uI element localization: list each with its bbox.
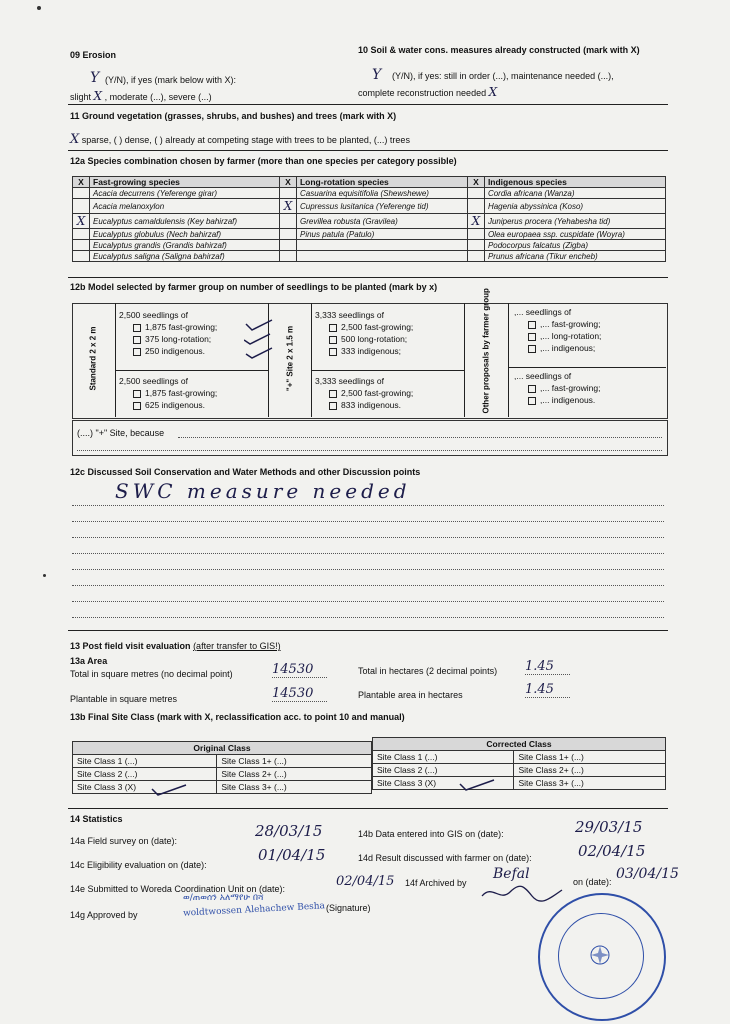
area-title: 13a Area <box>70 656 108 666</box>
plus-option-2-indig: 833 indigenous. <box>341 400 402 410</box>
species-mark <box>73 188 90 199</box>
post-visit-title-note: (after transfer to GIS!) <box>193 641 281 651</box>
plus-option-1-head: 3,333 seedlings of <box>315 310 384 320</box>
class-row <box>373 751 666 764</box>
species-mark <box>467 251 484 262</box>
gis-entry-label: 14b Data entered into GIS on (date): <box>358 829 504 839</box>
erosion-answer: Y <box>90 70 100 86</box>
plantable-ha-label: Plantable area in hectares <box>358 690 463 700</box>
swc-answer: Y <box>372 67 382 83</box>
other-option-2-fast: ,... fast-growing; <box>540 383 601 393</box>
discussion-handwritten: SWC measure needed <box>115 479 411 503</box>
species-name: Podocorpus falcatus (Zigba) <box>484 240 665 251</box>
species-mark <box>279 188 296 199</box>
field-survey-date: 28/03/15 <box>255 822 323 840</box>
approver-stamp-amharic: ወ/ጠወሰን አለማየሁ በሻ <box>183 893 264 903</box>
vegetation-line: sparse, ( ) dense, ( ) already at competing stage with trees to be planted, (...) trees <box>81 135 410 145</box>
erosion-title: 09 Erosion <box>70 50 117 60</box>
class-row <box>373 764 666 777</box>
erosion-line2 <box>70 89 212 103</box>
species-mark <box>279 214 296 229</box>
erosion-other-options: , moderate (...), severe (...) <box>104 92 212 102</box>
other-option-2 <box>514 370 600 406</box>
erosion-line1: (Y/N), if yes (mark below with X): <box>105 75 237 85</box>
erosion-slight-label: slight <box>70 92 92 102</box>
species-mark <box>467 199 484 214</box>
other-option-1-indig: ,... indigenous; <box>540 343 596 353</box>
std-option-2-fast: 1,875 fast-growing; <box>145 388 218 398</box>
plantable-ha-value: 1.45 <box>525 682 570 698</box>
plus-option-1-long: 500 long-rotation; <box>341 334 408 344</box>
std-option-1 <box>119 309 217 357</box>
species-table <box>72 176 666 262</box>
species-name: Olea europaea ssp. cuspidate (Woyra) <box>484 229 665 240</box>
other-option-2-indig: ,... indigenous. <box>540 395 596 405</box>
original-class-checkmark <box>150 783 190 797</box>
original-class-header: Original Class <box>73 742 372 755</box>
long-mark-header: X <box>279 177 296 188</box>
fast-species-header: Fast-growing species <box>90 177 280 188</box>
checkbox[interactable] <box>528 321 536 329</box>
swc-line2-wrap <box>358 85 497 99</box>
species-row <box>73 214 666 229</box>
vegetation-line-wrap <box>70 132 410 147</box>
checkbox[interactable] <box>133 348 141 356</box>
species-name <box>296 251 467 262</box>
other-option-2-head: ,... seedlings of <box>514 371 572 381</box>
species-row <box>73 251 666 262</box>
std-option-1-head: 2,500 seedlings of <box>119 310 188 320</box>
archiver-signature <box>478 880 568 905</box>
discussed-date: 02/04/15 <box>578 842 646 860</box>
checkbox[interactable] <box>329 324 337 332</box>
class-cell: Site Class 2 (...) <box>373 764 514 777</box>
stamp-emblem-icon <box>580 935 620 975</box>
std-option-1-checkmarks <box>244 316 276 360</box>
species-mark <box>467 229 484 240</box>
species-name: Acacia melanoxylon <box>90 199 280 214</box>
species-mark <box>467 188 484 199</box>
total-ha-label: Total in hectares (2 decimal points) <box>358 666 498 676</box>
total-sqm-label: Total in square metres (no decimal point) <box>70 669 233 679</box>
species-mark: X <box>279 199 296 214</box>
plantable-sqm-label: Plantable in square metres <box>70 694 178 704</box>
indigenous-species-header: Indigenous species <box>484 177 665 188</box>
class-cell: Site Class 1 (...) <box>373 751 514 764</box>
species-name: Cupressus lusitanica (Yeferenge tid) <box>296 199 467 214</box>
class-cell-selected: Site Class 3 (X) <box>373 777 514 790</box>
species-name: Pinus patula (Patulo) <box>296 229 467 240</box>
gis-entry-date: 29/03/15 <box>575 818 643 836</box>
swc-line2: complete reconstruction needed <box>358 88 487 98</box>
archived-date: 03/04/15 <box>616 866 679 882</box>
standard-label: Standard 2 x 2 m <box>88 326 98 391</box>
other-option-1-fast: ,... fast-growing; <box>540 319 601 329</box>
checkbox[interactable] <box>133 402 141 410</box>
checkbox[interactable] <box>329 336 337 344</box>
plus-option-1-indig: 333 indigenous; <box>341 346 402 356</box>
species-name: Hagenia abyssinica (Koso) <box>484 199 665 214</box>
class-cell: Site Class 1 (...) <box>73 755 217 768</box>
class-cell: Site Class 3+ (...) <box>217 781 372 794</box>
species-name: Grevillea robusta (Gravilea) <box>296 214 467 229</box>
species-mark <box>279 251 296 262</box>
class-cell: Site Class 3+ (...) <box>514 777 666 790</box>
vegetation-mark: X <box>70 132 80 147</box>
punch-mark <box>43 574 46 577</box>
other-option-1-long: ,... long-rotation; <box>540 331 602 341</box>
std-option-1-indig: 250 indigenous. <box>145 346 206 356</box>
class-cell: Site Class 2+ (...) <box>217 768 372 781</box>
species-name: Casuarina equisitifolia (Shewshewe) <box>296 188 467 199</box>
species-row <box>73 199 666 214</box>
species-name: Eucalyptus saligna (Saligna bahirzaf) <box>90 251 280 262</box>
std-option-1-fast: 1,875 fast-growing; <box>145 322 218 332</box>
species-name: Juniperus procera (Yehabesha tid) <box>484 214 665 229</box>
original-class-table <box>72 741 372 794</box>
checkbox[interactable] <box>329 348 337 356</box>
corrected-class-checkmark <box>458 778 498 792</box>
species-mark <box>279 229 296 240</box>
species-title: 12a Species combination chosen by farmer (more than one species per category possible) <box>70 156 457 166</box>
checkbox[interactable] <box>133 324 141 332</box>
species-mark <box>73 251 90 262</box>
approver-stamp-name: woldtwossen Alehachew Besha <box>182 901 326 919</box>
plus-option-2-fast: 2,500 fast-growing; <box>341 388 414 398</box>
indigenous-mark-header: X <box>467 177 484 188</box>
post-visit-title <box>70 641 281 651</box>
species-name: Eucalyptus globulus (Nech bahirzaf) <box>90 229 280 240</box>
archived-by: Befal <box>493 866 530 882</box>
species-header-row <box>73 177 666 188</box>
species-row <box>73 188 666 199</box>
std-option-2-indig: 625 indigenous. <box>145 400 206 410</box>
post-visit-title-text: 13 Post field visit evaluation <box>70 641 191 651</box>
species-mark <box>73 240 90 251</box>
species-mark <box>73 229 90 240</box>
discussion-title: 12c Discussed Soil Conservation and Water Methods and other Discussion points <box>70 467 421 477</box>
checkbox[interactable] <box>528 385 536 393</box>
model-title: 12b Model selected by farmer group on number of seedlings to be planted (mark by x) <box>70 282 438 292</box>
checkbox[interactable] <box>133 336 141 344</box>
plus-site-note: (....) "+" Site, because <box>77 428 165 438</box>
plantable-sqm-value: 14530 <box>272 686 327 702</box>
signature-label: (Signature) <box>326 903 371 913</box>
species-mark: X <box>467 214 484 229</box>
plus-site-label: "+" Site 2 x 1.5 m <box>285 325 295 392</box>
species-mark <box>73 199 90 214</box>
eligibility-date: 01/04/15 <box>258 846 326 864</box>
plus-option-2-head: 3,333 seedlings of <box>315 376 384 386</box>
std-option-2-head: 2,500 seedlings of <box>119 376 188 386</box>
field-survey-label: 14a Field survey on (date): <box>70 836 178 846</box>
long-species-header: Long-rotation species <box>296 177 467 188</box>
swc-title: 10 Soil & water cons. measures already constructed (mark with X) <box>358 45 640 55</box>
std-option-1-long: 375 long-rotation; <box>145 334 212 344</box>
swc-mark: X <box>488 85 498 99</box>
plus-option-2 <box>315 375 413 411</box>
class-cell: Site Class 2 (...) <box>73 768 217 781</box>
std-option-2 <box>119 375 217 411</box>
plus-option-1 <box>315 309 413 357</box>
species-mark: X <box>73 214 90 229</box>
erosion-slight-mark: X <box>93 89 103 103</box>
species-mark <box>467 240 484 251</box>
species-row <box>73 240 666 251</box>
species-mark <box>279 240 296 251</box>
site-class-title: 13b Final Site Class (mark with X, reclassification acc. to point 10 and manual) <box>70 712 405 722</box>
species-name: Acacia decurrens (Yeferenge girar) <box>90 188 280 199</box>
checkbox[interactable] <box>133 390 141 398</box>
class-row <box>373 777 666 790</box>
class-row <box>73 768 372 781</box>
total-sqm-value: 14530 <box>272 662 327 678</box>
checkbox[interactable] <box>528 345 536 353</box>
approved-label: 14g Approved by <box>70 910 138 920</box>
checkbox[interactable] <box>528 397 536 405</box>
checkbox[interactable] <box>329 402 337 410</box>
corrected-class-header: Corrected Class <box>373 738 666 751</box>
discussed-label: 14d Result discussed with farmer on (date): <box>358 853 532 863</box>
submitted-label: 14e Submitted to Woreda Coordination Unit on (date): <box>70 884 285 894</box>
species-name: Eucalyptus camaldulensis (Key bahirzaf) <box>90 214 280 229</box>
swc-line1: (Y/N), if yes: still in order (...), maintenance needed (...), <box>392 71 614 81</box>
punch-mark <box>37 6 41 10</box>
class-cell-selected: Site Class 3 (X) <box>73 781 217 794</box>
archived-on-label: on (date): <box>573 877 612 887</box>
vegetation-title: 11 Ground vegetation (grasses, shrubs, and bushes) and trees (mark with X) <box>70 111 397 121</box>
eligibility-label: 14c Eligibility evaluation on (date): <box>70 860 207 870</box>
checkbox[interactable] <box>329 390 337 398</box>
checkbox[interactable] <box>528 333 536 341</box>
total-ha-value: 1.45 <box>525 659 570 675</box>
class-cell: Site Class 1+ (...) <box>514 751 666 764</box>
other-option-1-head: ,... seedlings of <box>514 307 572 317</box>
fast-mark-header: X <box>73 177 90 188</box>
class-row <box>73 781 372 794</box>
plus-option-1-fast: 2,500 fast-growing; <box>341 322 414 332</box>
statistics-title: 14 Statistics <box>70 814 123 824</box>
corrected-class-table <box>372 737 666 790</box>
other-proposals-label: Other proposals by farmer group <box>481 288 491 414</box>
class-row <box>73 755 372 768</box>
species-name: Prunus africana (Tikur encheb) <box>484 251 665 262</box>
species-name: Eucalyptus grandis (Grandis bahirzaf) <box>90 240 280 251</box>
class-cell: Site Class 2+ (...) <box>514 764 666 777</box>
class-cell: Site Class 1+ (...) <box>217 755 372 768</box>
species-name: Cordia africana (Wanza) <box>484 188 665 199</box>
species-name <box>296 240 467 251</box>
other-option-1 <box>514 306 601 354</box>
submitted-date: 02/04/15 <box>336 874 395 889</box>
archived-label: 14f Archived by <box>405 878 467 888</box>
species-row <box>73 229 666 240</box>
